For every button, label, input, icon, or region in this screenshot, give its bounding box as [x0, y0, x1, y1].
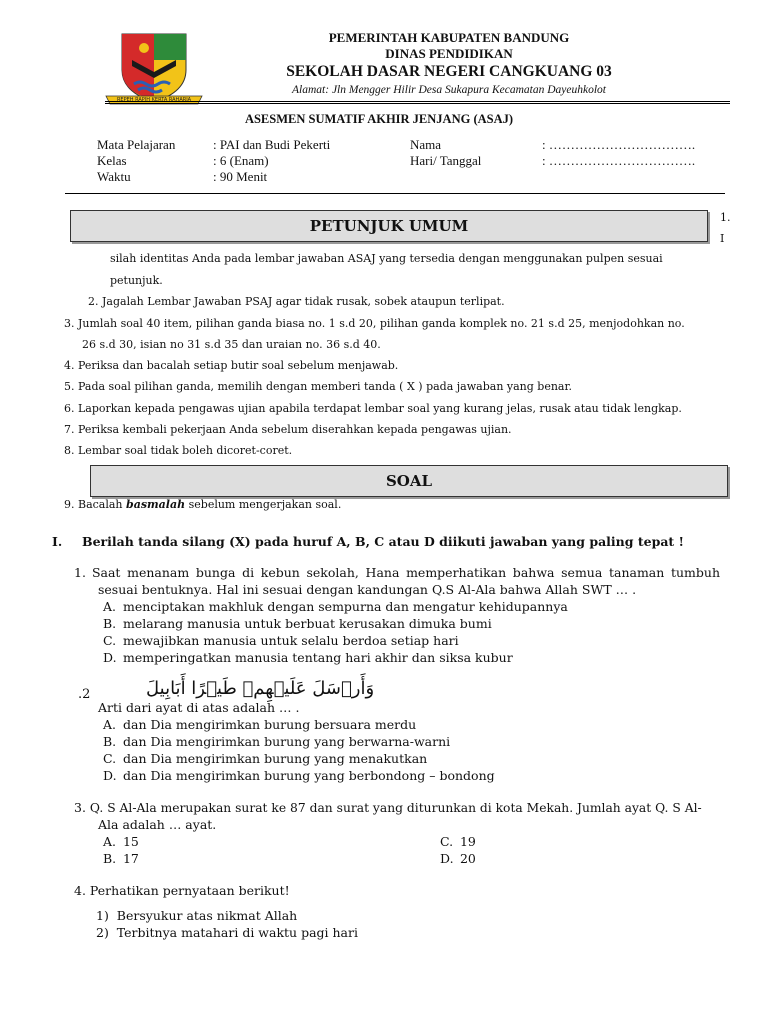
- info-value: : 90 Menit: [213, 169, 268, 184]
- option[interactable]: D. dan Dia mengirimkan burung yang berbondong – bondong: [103, 768, 495, 783]
- section-number: I.: [52, 534, 63, 549]
- petunjuk-item: 2. Jagalah Lembar Jawaban PSAJ agar tidak rusak, sobek ataupun terlipat.: [88, 295, 505, 308]
- info-value: : …………………………….: [542, 153, 696, 168]
- option-list: [103, 716, 495, 784]
- question-number: .2: [78, 687, 91, 702]
- question-text: Saat menanam bunga di kebun sekolah, Hana memperhatikan bahwa semua tanaman tumbuh: [91, 565, 720, 580]
- petunjuk-item: 5. Pada soal pilihan ganda, memilih dengan memberi tanda ( X ) pada jawaban yang benar.: [64, 380, 573, 393]
- option[interactable]: A. dan Dia mengirimkan burung bersuara merdu: [103, 717, 417, 732]
- statement-item: 2) Terbitnya matahari di waktu pagi hari: [96, 925, 358, 940]
- question-4: [74, 882, 290, 899]
- info-right: [410, 137, 695, 169]
- question-text-cont: sesuai bentuknya. Hal ini sesuai dengan kandungan Q.S Al-Ala bahwa Allah SWT … .: [98, 582, 637, 597]
- info-rule: [65, 193, 725, 194]
- info-left: [97, 137, 330, 185]
- petunjuk-header: PETUNJUK UMUM: [70, 210, 708, 242]
- option[interactable]: D. memperingatkan manusia tentang hari akhir dan siksa kubur: [103, 650, 513, 665]
- info-label: Nama: [410, 137, 442, 152]
- petunjuk-item: 4. Periksa dan bacalah setiap butir soal sebelum menjawab.: [64, 359, 399, 372]
- info-label: Hari/ Tanggal: [410, 153, 482, 168]
- header-rule: [105, 101, 730, 102]
- question-text-cont: Ala adalah … ayat.: [98, 817, 217, 832]
- petunjuk-item: 7. Periksa kembali pekerjaan Anda sebelum diserahkan kepada pengawas ujian.: [64, 423, 512, 436]
- info-row: [97, 153, 330, 169]
- info-row: [410, 137, 695, 153]
- info-row: [97, 137, 330, 153]
- exam-title: ASESMEN SUMATIF AKHIR JENJANG (ASAJ): [244, 112, 514, 126]
- option[interactable]: C. dan Dia mengirimkan burung yang menakutkan: [103, 751, 428, 766]
- school-address: Alamat: Jln Mengger Hilir Desa Sukapura Kecamatan Dayeuhkolot: [292, 84, 606, 96]
- soal-item9: 9. Bacalah basmalah sebelum mengerjakan soal.: [64, 498, 342, 511]
- question-1: [74, 564, 720, 581]
- question-number: 4.: [74, 883, 86, 898]
- option[interactable]: B. dan Dia mengirimkan burung yang berwarna-warni: [103, 734, 451, 749]
- option[interactable]: B. melarang manusia untuk berbuat kerusakan dimuka bumi: [103, 616, 492, 631]
- info-value: : 6 (Enam): [213, 153, 269, 168]
- option[interactable]: B. 17: [103, 851, 139, 866]
- question-text: Arti dari ayat di atas adalah … .: [98, 700, 300, 715]
- option-list: [103, 598, 568, 666]
- option[interactable]: D. 20: [440, 851, 476, 866]
- petunjuk-item: 3. Jumlah soal 40 item, pilihan ganda biasa no. 1 s.d 20, pilihan ganda komplek no. 21 s.d 25, menjodohkan no.: [64, 317, 685, 330]
- question-number: 3.: [74, 800, 86, 815]
- option[interactable]: A. 15: [103, 834, 139, 849]
- statement-item: 1) Bersyukur atas nikmat Allah: [96, 908, 298, 923]
- school-name: SEKOLAH DASAR NEGERI CANGKUANG 03: [286, 63, 612, 80]
- option[interactable]: C. mewajibkan manusia untuk selalu berdoa setiap hari: [103, 633, 459, 648]
- header-line1: PEMERINTAH KABUPATEN BANDUNG: [328, 30, 570, 45]
- option[interactable]: A. menciptakan makhluk dengan sempurna dan mengatur kehidupannya: [103, 599, 568, 614]
- info-label: Kelas: [97, 153, 127, 168]
- side-number: 1.: [720, 211, 731, 224]
- soal-header: SOAL: [90, 465, 728, 497]
- header-rule-2: [105, 103, 730, 104]
- arabic-verse: وَأَرۡسَلَ عَلَيۡهِمۡ طَيۡرًا أَبَابِيلَ: [146, 678, 375, 699]
- petunjuk-item: 6. Laporkan kepada pengawas ujian apabila terdapat lembar soal yang kurang jelas, rusak atau tidak lengkap.: [64, 402, 682, 415]
- option[interactable]: C. 19: [440, 834, 476, 849]
- question-text: Q. S Al-Ala merupakan surat ke 87 dan surat yang diturunkan di kota Mekah. Jumlah ayat Q. S Al-: [89, 801, 702, 815]
- info-value: : PAI dan Budi Pekerti: [213, 137, 331, 152]
- section-instruction: Berilah tanda silang (X) pada huruf A, B, C atau D diikuti jawaban yang paling tepat !: [82, 534, 685, 549]
- question-text: Perhatikan pernyataan berikut!: [89, 883, 290, 898]
- info-label: Waktu: [97, 169, 131, 184]
- question-3: [74, 799, 702, 817]
- question-number: 1.: [74, 565, 86, 580]
- info-value: : …………………………….: [542, 137, 696, 152]
- info-row: [410, 153, 695, 169]
- header-line2: DINAS PENDIDIKAN: [385, 46, 513, 61]
- info-label: Mata Pelajaran: [97, 137, 176, 152]
- petunjuk-item1-line2: petunjuk.: [110, 274, 163, 287]
- petunjuk-item: 8. Lembar soal tidak boleh dicoret-coret.: [64, 444, 293, 457]
- info-row: [97, 169, 330, 185]
- petunjuk-item1-line1: silah identitas Anda pada lembar jawaban ASAJ yang tersedia dengan menggunakan pulpen sesuai: [110, 252, 663, 265]
- side-char: I: [720, 232, 725, 245]
- petunjuk-item-cont: 26 s.d 30, isian no 31 s.d 35 dan uraian no. 36 s.d 40.: [82, 338, 381, 351]
- logo-motto: REPEH RAPIH KERTA RAHARJA: [116, 97, 192, 103]
